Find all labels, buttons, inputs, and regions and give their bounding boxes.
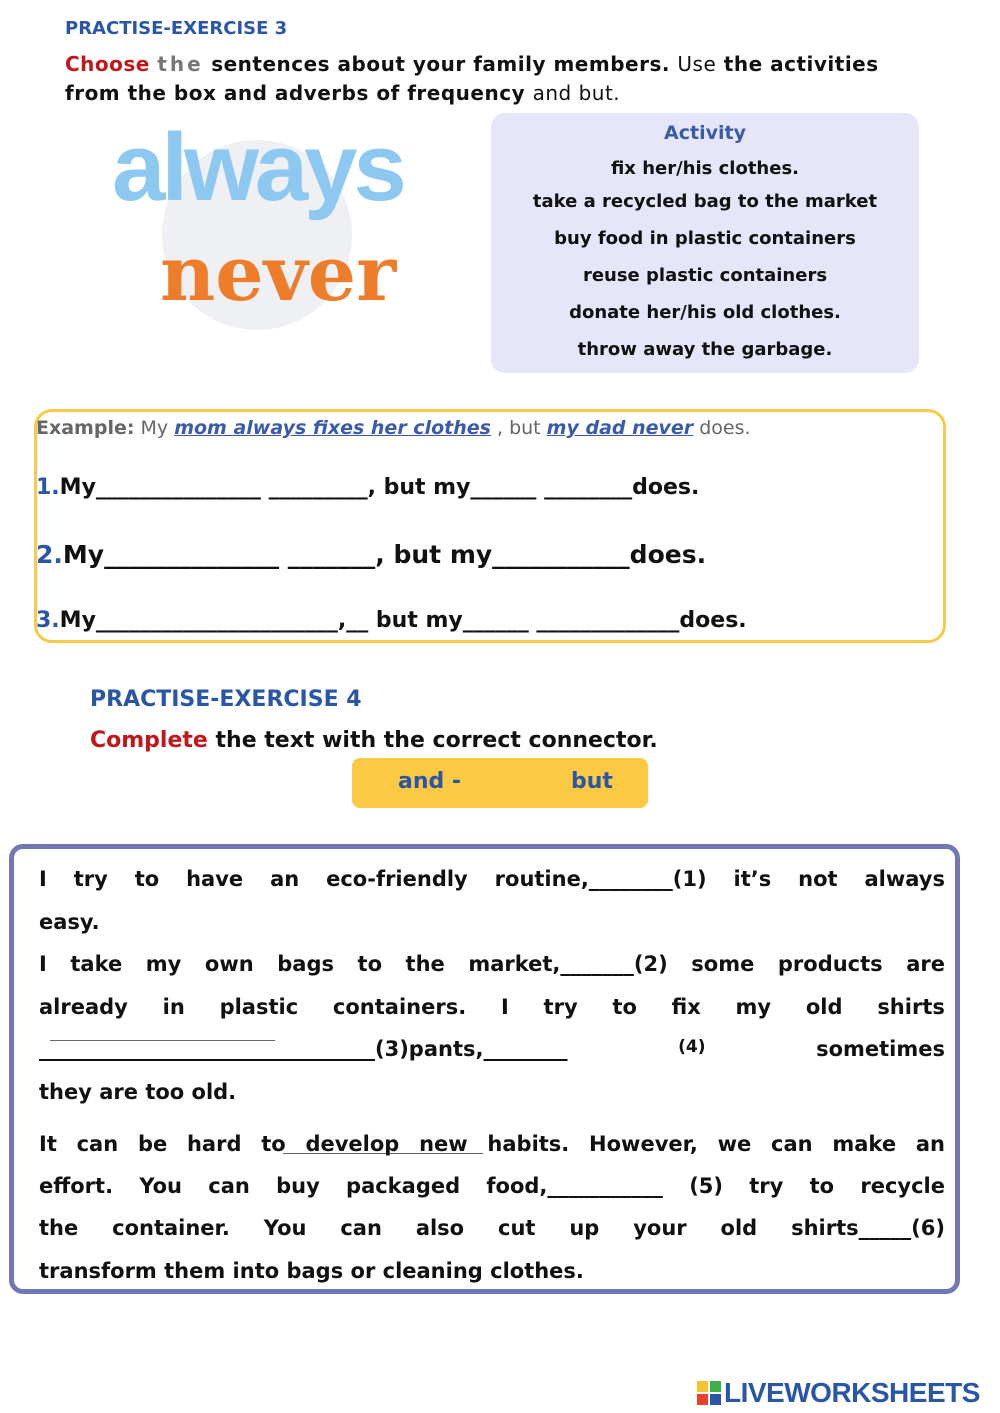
text-line-6: they are too old. <box>39 1080 237 1104</box>
word: an <box>270 867 300 891</box>
word: bags <box>277 952 334 976</box>
word: recycle <box>860 1174 945 1198</box>
word: sometimes <box>816 1037 945 1061</box>
instruction-the: the <box>157 52 204 76</box>
word: to <box>261 1132 286 1156</box>
word: You <box>139 1174 182 1198</box>
word: habits. <box>487 1132 570 1156</box>
word: eco-friendly <box>326 867 468 891</box>
word: fix <box>671 995 701 1019</box>
word: not <box>798 867 838 891</box>
exercise-4-title: PRACTISE-EXERCISE 4 <box>90 687 362 712</box>
word: products <box>777 952 883 976</box>
sentence-number: 2. <box>36 540 63 569</box>
word: some <box>691 952 755 976</box>
exercise-3-instruction-line2 <box>65 81 620 105</box>
word: can <box>340 1216 382 1240</box>
instruction-choose: Choose <box>65 52 150 76</box>
word: can <box>76 1132 119 1156</box>
example-but: , but <box>496 417 541 439</box>
activity-item: fix her/his clothes. <box>610 158 800 179</box>
sentence-1[interactable] <box>36 475 699 500</box>
word: containers. <box>332 995 467 1019</box>
text-line-9[interactable] <box>39 1216 945 1240</box>
word: your <box>633 1216 687 1240</box>
word: try <box>749 1174 784 1198</box>
instruction-and-but: and but. <box>532 81 621 105</box>
example-my: My <box>140 417 169 439</box>
sentence-text[interactable]: My______________ _______, but my___________does. <box>62 540 707 569</box>
example-label: Example: <box>36 417 135 439</box>
word: the <box>405 952 445 976</box>
sentence-text[interactable]: My_______________ _________, but my______ ________does. <box>59 475 700 500</box>
word: cut <box>498 1216 536 1240</box>
word: can <box>771 1132 813 1156</box>
word: old <box>805 995 843 1019</box>
word: be <box>137 1132 168 1156</box>
word: develop <box>305 1132 400 1156</box>
word: to <box>134 867 160 891</box>
instruction-text-end: the activities <box>723 52 879 76</box>
word: to <box>357 952 382 976</box>
instruction-text: the text with the correct connector. <box>215 728 658 753</box>
word: my <box>145 952 182 976</box>
word: in <box>162 995 185 1019</box>
word: try <box>543 995 578 1019</box>
exercise-3-instruction-line1 <box>65 52 879 76</box>
word: hard <box>186 1132 242 1156</box>
word: it’s <box>733 867 772 891</box>
text-line-5[interactable] <box>39 1037 945 1061</box>
connector-box <box>352 758 648 808</box>
word: new <box>419 1132 468 1156</box>
instruction-text: sentences about your family members. <box>211 52 670 76</box>
sentence-3[interactable] <box>36 608 747 633</box>
word: container. <box>112 1216 230 1240</box>
adverb-always: always <box>112 114 403 221</box>
word: I <box>39 952 47 976</box>
word: to <box>809 1174 835 1198</box>
word: to <box>612 995 637 1019</box>
text-line-2: easy. <box>39 910 100 934</box>
blank-1[interactable]: routine,________(1) <box>494 867 707 891</box>
instruction-line2-text: from the box and adverbs of frequency <box>65 81 526 105</box>
word: have <box>186 867 244 891</box>
word: effort. <box>39 1174 114 1198</box>
word: (5) <box>689 1174 723 1198</box>
activity-box <box>491 113 919 373</box>
text-line-10: transform them into bags or cleaning clothes. <box>39 1259 584 1283</box>
text-line-1[interactable] <box>39 867 945 891</box>
example-part2: my dad never <box>546 417 694 439</box>
word: However, <box>589 1132 698 1156</box>
liveworksheets-logo-icon <box>697 1381 721 1405</box>
word: my <box>735 995 772 1019</box>
word: I <box>500 995 509 1019</box>
instruction-complete: Complete <box>90 728 208 753</box>
word: It <box>39 1132 57 1156</box>
connector-but: but <box>571 769 613 794</box>
word: also <box>415 1216 465 1240</box>
blank-6[interactable]: shirts_____(6) <box>791 1216 945 1240</box>
text-line-7 <box>39 1132 945 1156</box>
example-does: does. <box>699 417 751 439</box>
adverb-never: never <box>160 229 397 318</box>
liveworksheets-logo: LIVEWORKSHEETS <box>724 1377 980 1408</box>
blank-5[interactable]: food,___________ <box>486 1174 663 1198</box>
activity-item: buy food in plastic containers <box>554 228 856 249</box>
blank-3-4[interactable]: ________________________________(3)pants,________ <box>39 1037 568 1061</box>
connector-and: and - <box>398 769 462 794</box>
activity-item: donate her/his old clothes. <box>569 302 841 323</box>
activity-item: reuse plastic containers <box>582 265 828 286</box>
word: make <box>832 1132 897 1156</box>
word: an <box>915 1132 945 1156</box>
word: buy <box>276 1174 320 1198</box>
word: can <box>208 1174 250 1198</box>
word: old <box>720 1216 758 1240</box>
word: plastic <box>219 995 299 1019</box>
blank-2[interactable]: market,_______(2) <box>468 952 668 976</box>
word: the <box>39 1216 79 1240</box>
text-line-4 <box>39 995 945 1019</box>
example-sentence <box>36 417 751 439</box>
word: shirts <box>877 995 945 1019</box>
word: own <box>204 952 254 976</box>
text-line-3[interactable] <box>39 952 945 976</box>
word: are <box>906 952 945 976</box>
activity-item: throw away the garbage. <box>577 339 833 360</box>
word: You <box>263 1216 307 1240</box>
activity-title: Activity <box>664 122 746 144</box>
word: I <box>39 867 47 891</box>
word: take <box>70 952 123 976</box>
word: already <box>39 995 128 1019</box>
exercise-4-instruction <box>90 728 658 753</box>
word: packaged <box>346 1174 461 1198</box>
text-line-8[interactable] <box>39 1174 945 1198</box>
word: always <box>864 867 945 891</box>
sentence-number: 1. <box>36 475 60 500</box>
example-part1: mom always fixes her clothes <box>174 417 491 439</box>
exercise-3-title: PRACTISE-EXERCISE 3 <box>65 18 288 39</box>
word: up <box>569 1216 600 1240</box>
blank-4-number: (4) <box>678 1037 706 1057</box>
sentence-text[interactable]: My______________________,__ but my______ _____________does. <box>59 608 747 633</box>
word: try <box>73 867 108 891</box>
activity-item: take a recycled bag to the market <box>532 191 878 212</box>
sentence-2[interactable] <box>36 540 706 569</box>
word: we <box>717 1132 752 1156</box>
instruction-use: Use <box>677 52 717 76</box>
sentence-number: 3. <box>36 608 60 633</box>
